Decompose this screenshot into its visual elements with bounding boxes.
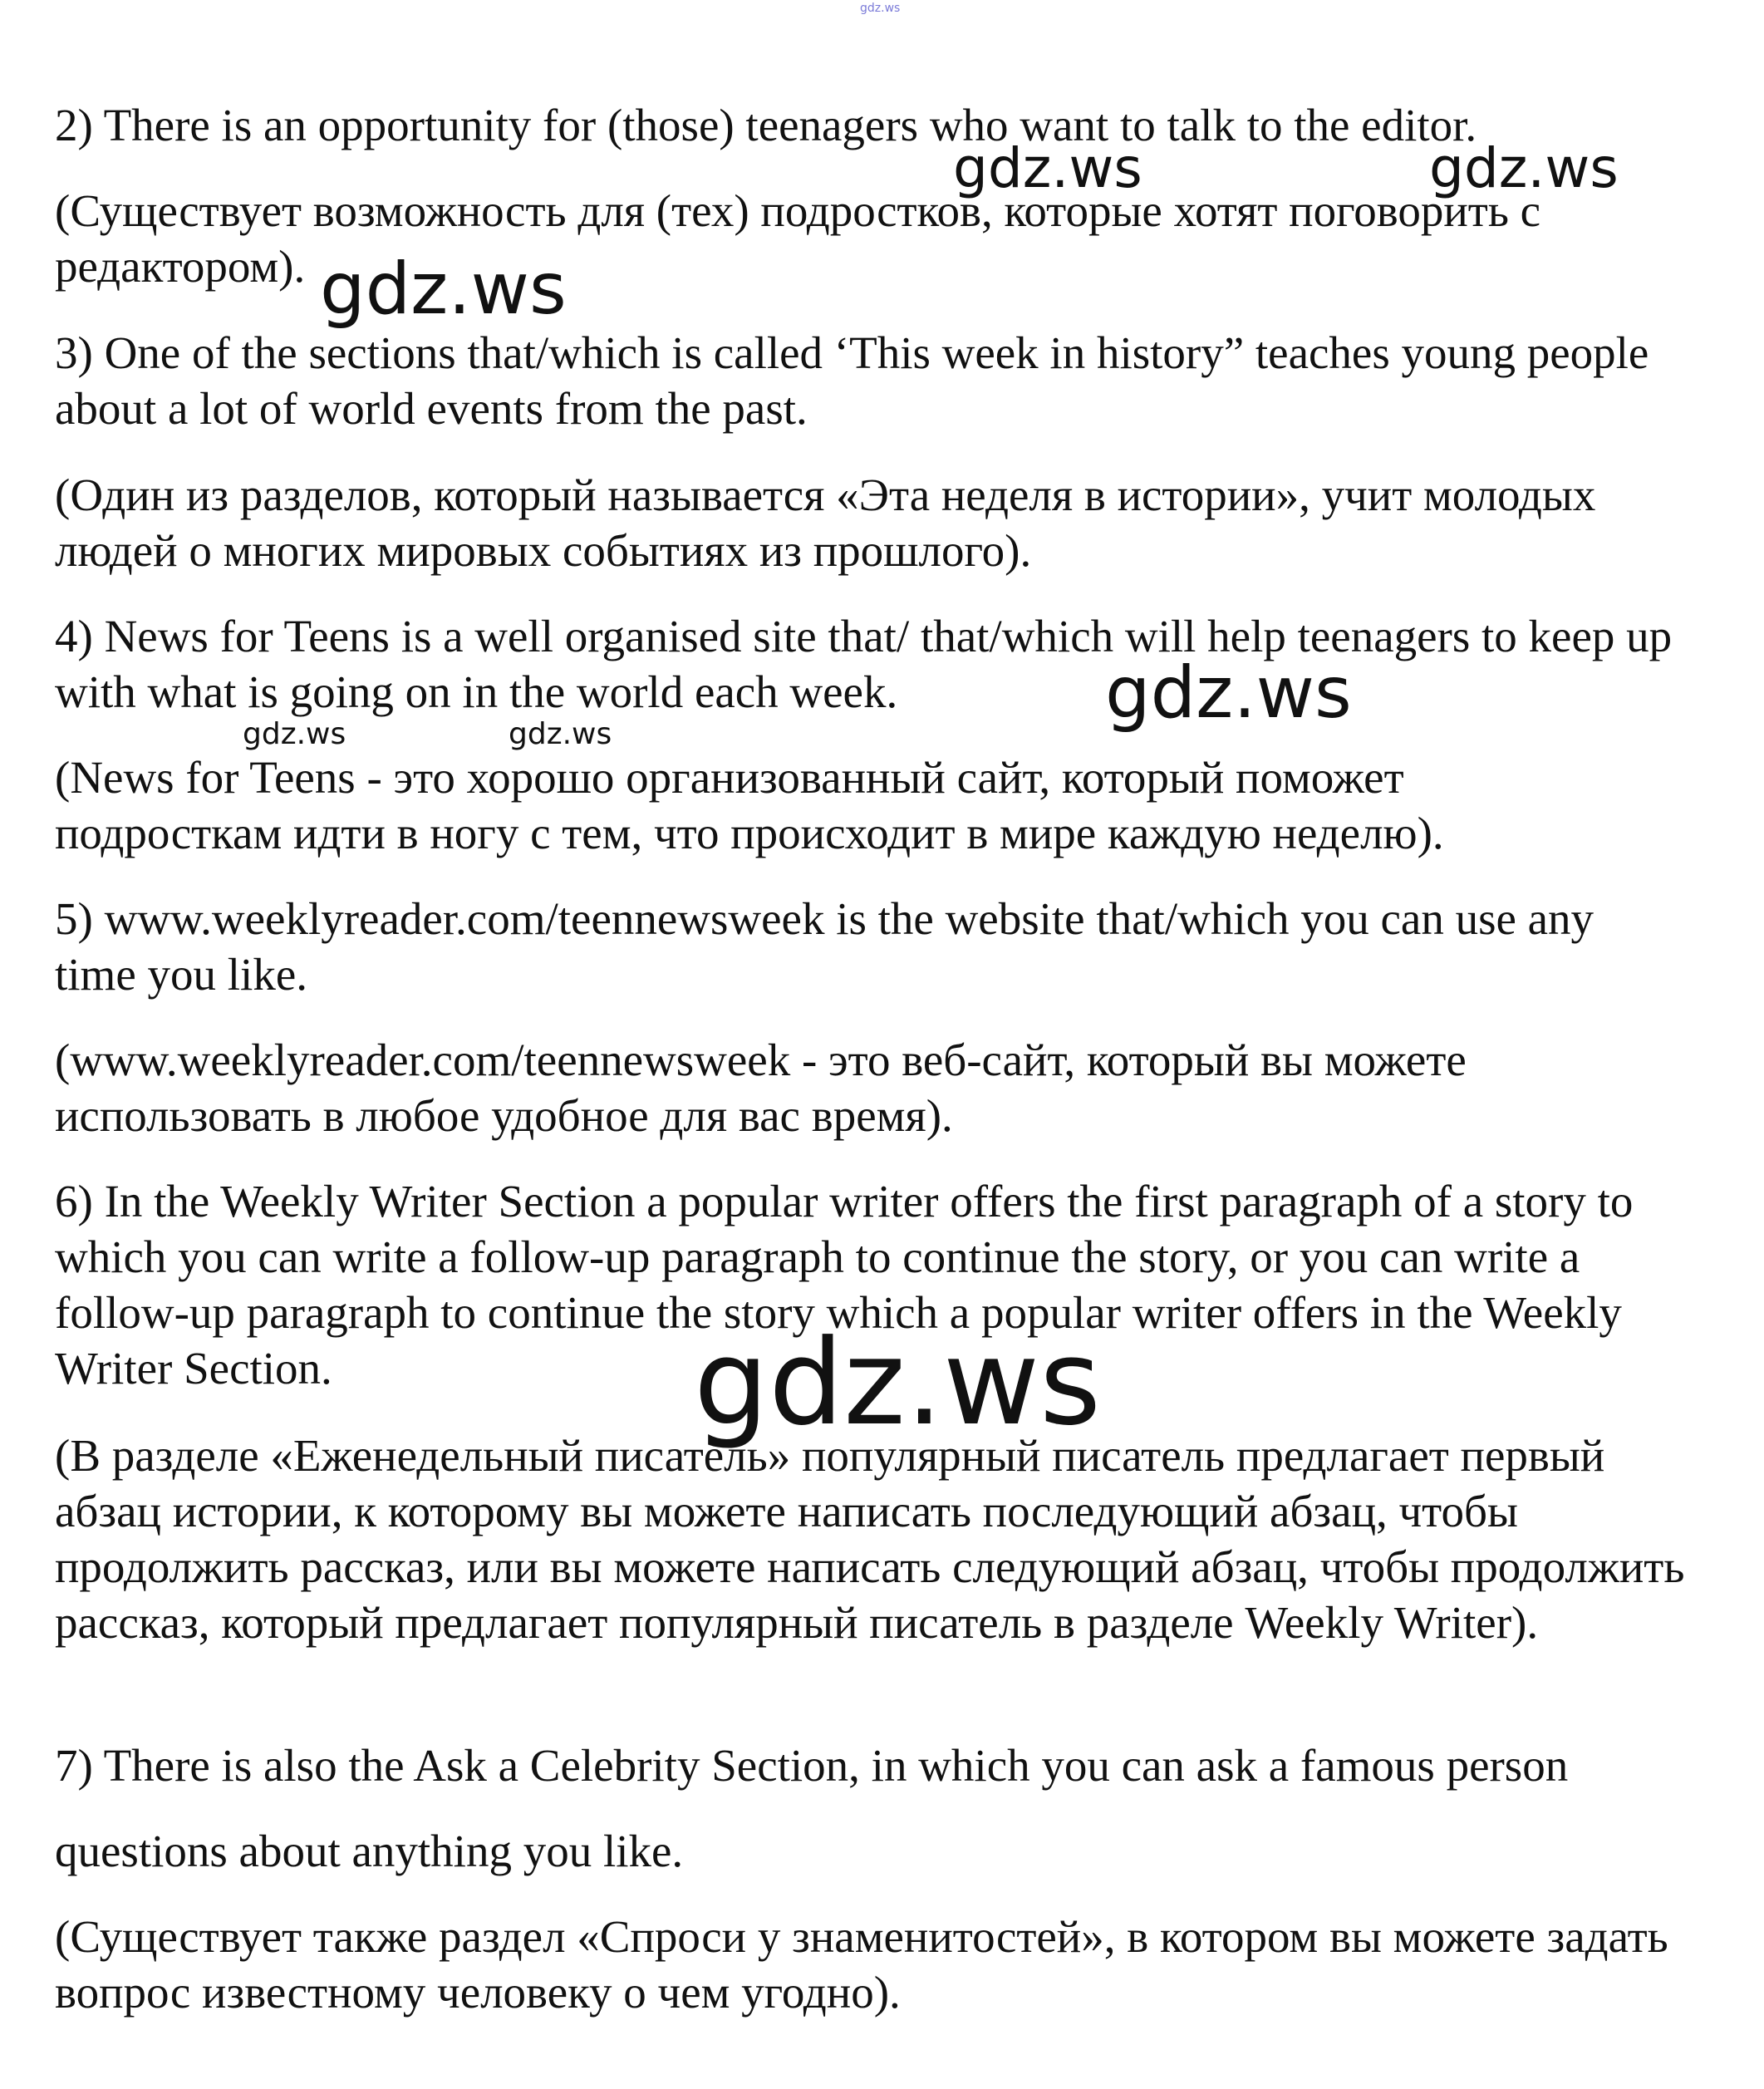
watermark: gdz.ws <box>1105 651 1352 735</box>
item-7-english-line-2: questions about anything you like. <box>55 1826 684 1876</box>
watermark: gdz.ws <box>320 248 567 331</box>
watermark: gdz.ws <box>953 136 1142 200</box>
watermark: gdz.ws <box>694 1315 1102 1452</box>
item-6-english: 6) In the Weekly Writer Section a popular writer offers the first paragraph of a story to which you can write a follow-up paragraph to continue the story, or you can write a follow-up paragraph to continue the story which a popular writer offers in the Weekly Writer Section. <box>55 1176 1634 1393</box>
watermark: gdz.ws <box>1429 136 1619 200</box>
item-7-russian: (Существует также раздел «Спроси у знаменитостей», в котором вы можете задать вопрос известному человеку о чем угодно). <box>55 1911 1668 2018</box>
item-3-russian: (Один из разделов, который называется «Эта неделя в истории», учит молодых людей о многих мировых событиях из прошлого). <box>55 469 1596 576</box>
item-4-english: 4) News for Teens is a well organised site that/ that/which will help teenagers to keep up with what is going on in the world each week. <box>55 611 1673 717</box>
item-2-english: 2) There is an opportunity for (those) teenagers who want to talk to the editor. <box>55 100 1477 150</box>
item-4-russian: (News for Teens - это хорошо организованный сайт, который поможет подросткам идти в ногу с тем, что происходит в мире каждую неделю). <box>55 752 1444 858</box>
watermark: gdz.ws <box>509 717 612 751</box>
item-2-russian: (Существует возможность для (тех) подростков, которые хотят поговорить с редактором). <box>55 185 1541 292</box>
item-6-russian: (В разделе «Еженедельный писатель» популярный писатель предлагает первый абзац истории, к которому вы можете написать последующий абзац, чтобы продолжить рассказ, или вы можете написать следующий абзац, чтобы продолжить рассказ, который предлагает популярный писатель в разделе Weekly Writer). <box>55 1430 1685 1648</box>
item-3-english: 3) One of the sections that/which is called ‘This week in history” teaches young people about a lot of world events from the past. <box>55 327 1649 434</box>
watermark: gdz.ws <box>243 717 346 751</box>
watermark-top: gdz.ws <box>860 2 901 15</box>
item-5-russian: (www.weeklyreader.com/teennewsweek - это веб-сайт, который вы можете использовать в любое удобное для вас время). <box>55 1035 1467 1141</box>
item-5-english: 5) www.weeklyreader.com/teennewsweek is the website that/which you can use any time you like. <box>55 893 1594 1000</box>
item-7-english-line-1: 7) There is also the Ask a Celebrity Section, in which you can ask a famous person <box>55 1740 1569 1791</box>
